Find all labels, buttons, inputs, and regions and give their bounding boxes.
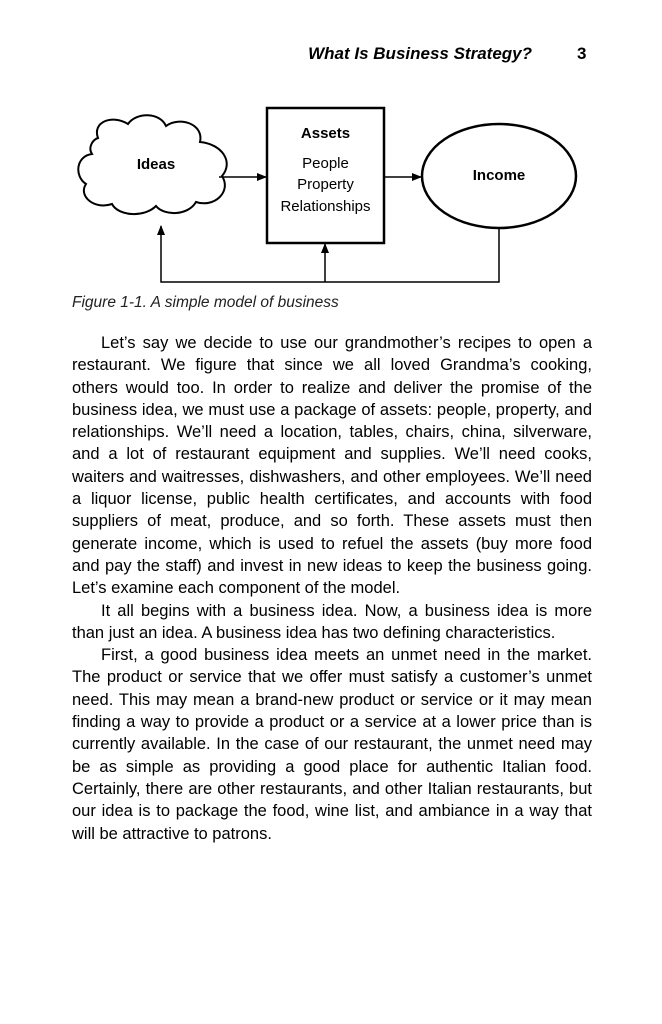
page-number: 3	[577, 44, 587, 63]
feedback-loop-line	[161, 226, 499, 282]
assets-item-property: Property	[297, 176, 354, 193]
paragraph-3: First, a good business idea meets an unmet need in the market. The product or service that we offer must satisfy a customer’s unmet need. This may mean a brand-new product or service or it may mean finding a way to provide a product or a service at a lower price than is currently available. In the case of our restaurant, the unmet need may be as simple as providing a good place for authentic Italian food. Certainly, there are other restaurants, and other Italian restaurants, but our idea is to package the food, wine list, and ambiance in a way that will be attractive to patrons.	[72, 646, 592, 843]
body-text	[72, 332, 592, 845]
business-model-figure	[0, 100, 662, 290]
income-label: Income	[472, 167, 526, 184]
ideas-label: Ideas	[136, 156, 176, 173]
running-header	[0, 44, 662, 66]
assets-item-people: People	[302, 155, 349, 172]
chapter-title: What Is Business Strategy?	[308, 44, 532, 63]
assets-item-relationships: Relationships	[280, 198, 371, 215]
figure-caption: Figure 1-1. A simple model of business	[72, 294, 339, 311]
paragraph-1: Let’s say we decide to use our grandmother’s recipes to open a restaurant. We figure that since we all loved Grandma’s cooking, others would too. In order to realize and deliver the promise of the business idea, we must use a package of assets: people, property, and relationships. We’ll need a location, tables, chairs, china, silverware, and a lot of restaurant equipment and supplies. We’ll need cooks, waiters and waitresses, dishwashers, and other employees. We’ll need a liquor license, public health certificates, and accounts with food suppliers of meat, produce, and so forth. These assets must then generate income, which is used to refuel the assets (buy more food and pay the staff) and invest in new ideas to keep the business going. Let’s examine each component of the model.	[72, 334, 592, 598]
paragraph-2: It all begins with a business idea. Now, a business idea is more than just an idea. A business idea has two defining characteristics.	[72, 601, 592, 642]
assets-title: Assets	[300, 125, 351, 142]
